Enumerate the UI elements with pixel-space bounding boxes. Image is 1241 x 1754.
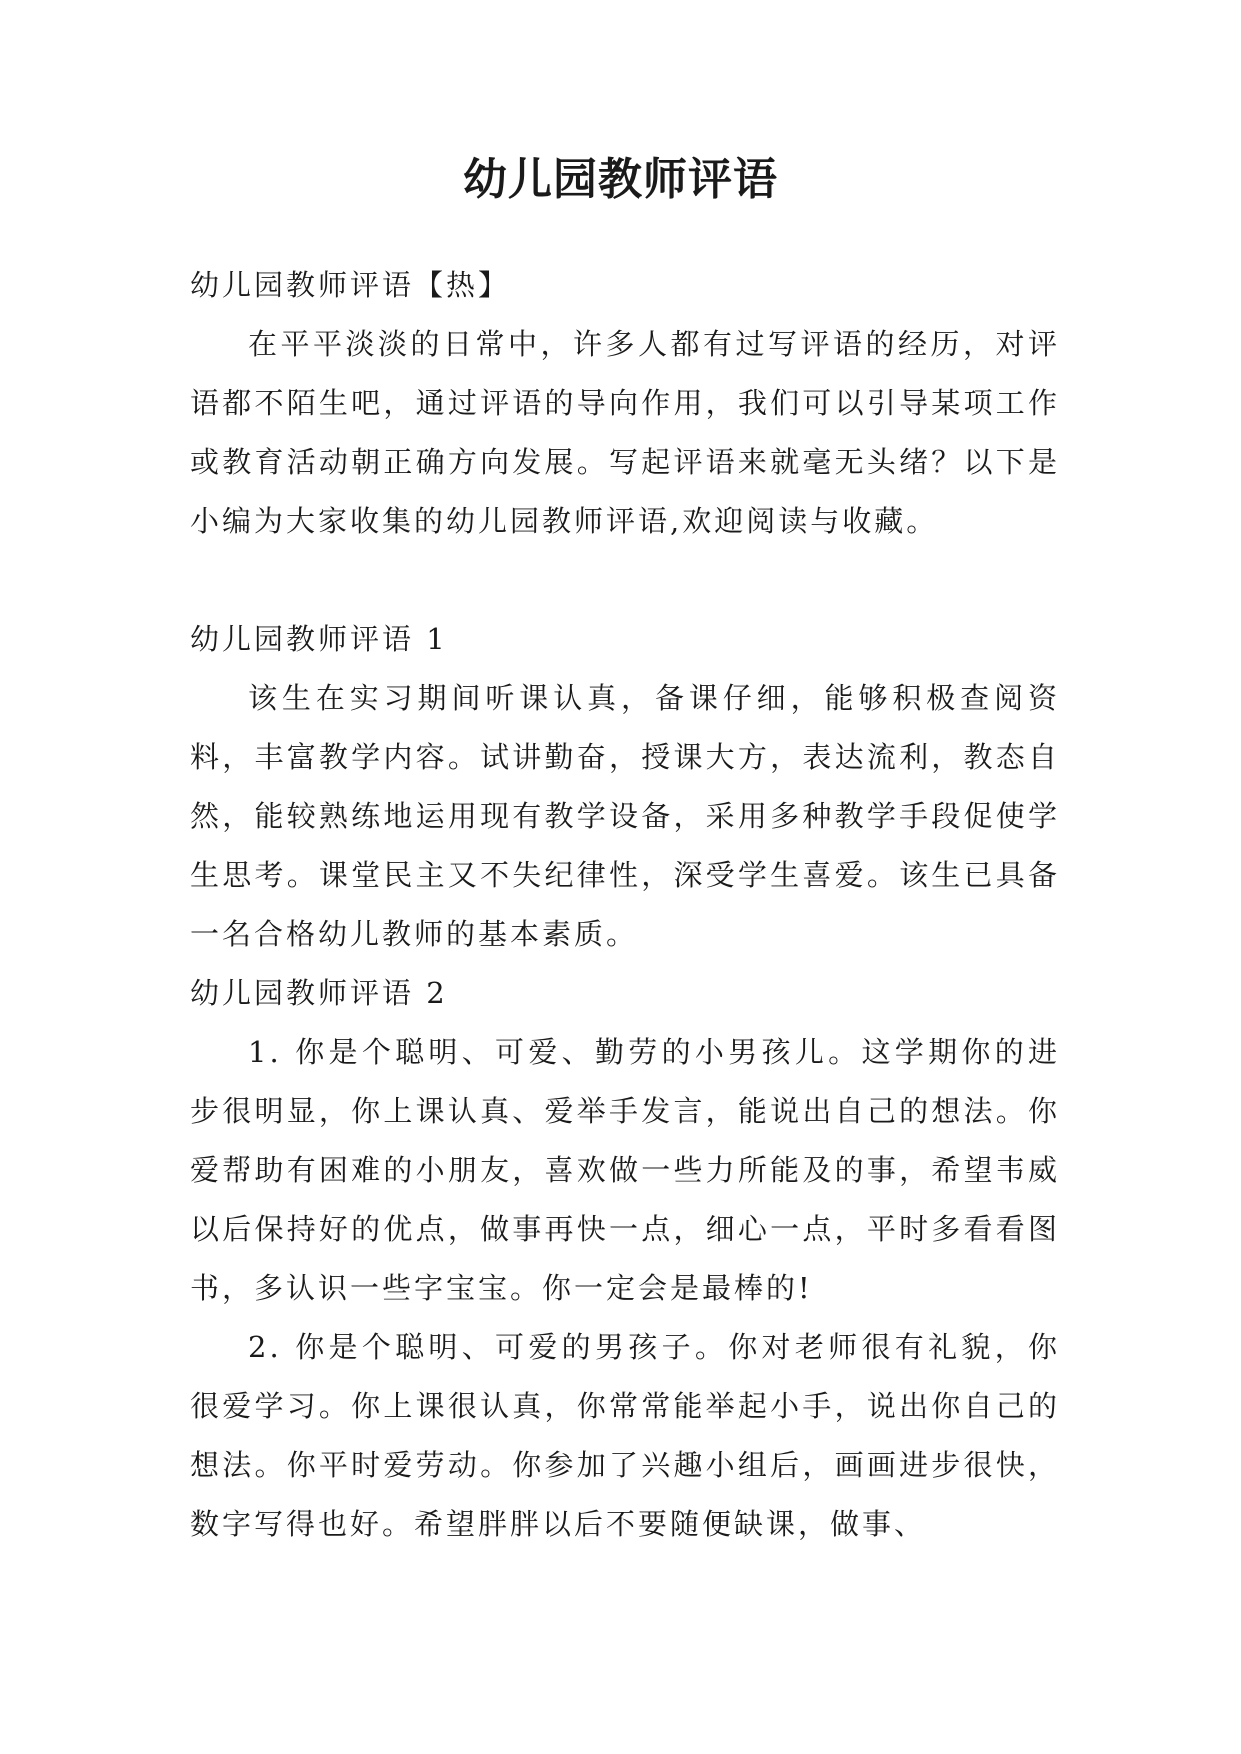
intro-heading: 幼儿园教师评语【热】	[190, 268, 511, 302]
section-2-paragraph-2: 2. 你是个聪明、可爱的男孩子。你对老师很有礼貌，你很爱学习。你上课很认真，你常常能举起小手，说出你自己的想法。你平时爱劳动。你参加了兴趣小组后，画画进步很快，数字写得也好。希望胖胖以后不要随便缺课，做事、	[190, 1330, 1060, 1541]
section-2-heading: 幼儿园教师评语 2	[190, 976, 448, 1010]
section-spacer	[190, 551, 1060, 610]
section-2-paragraph-1: 1. 你是个聪明、可爱、勤劳的小男孩儿。这学期你的进步很明显，你上课认真、爱举手发言，能说出自己的想法。你爱帮助有困难的小朋友，喜欢做一些力所能及的事，希望韦威以后保持好的优点，做事再快一点，细心一点，平时多看看图书，多认识一些字宝宝。你一定会是最棒的!	[190, 1035, 1060, 1305]
document-title: 幼儿园教师评语	[463, 154, 778, 205]
document-body	[190, 256, 1060, 1554]
section-1-paragraph: 该生在实习期间听课认真，备课仔细，能够积极查阅资料，丰富教学内容。试讲勤奋，授课大方，表达流利，教态自然，能较熟练地运用现有教学设备，采用多种教学手段促使学生思考。课堂民主又不失纪律性，深受学生喜爱。该生已具备一名合格幼儿教师的基本素质。	[190, 681, 1060, 951]
section-1-heading: 幼儿园教师评语 1	[190, 622, 448, 656]
intro-paragraph: 在平平淡淡的日常中，许多人都有过写评语的经历，对评语都不陌生吧，通过评语的导向作用，我们可以引导某项工作或教育活动朝正确方向发展。写起评语来就毫无头绪？以下是小编为大家收集的幼儿园教师评语,欢迎阅读与收藏。	[190, 327, 1060, 538]
